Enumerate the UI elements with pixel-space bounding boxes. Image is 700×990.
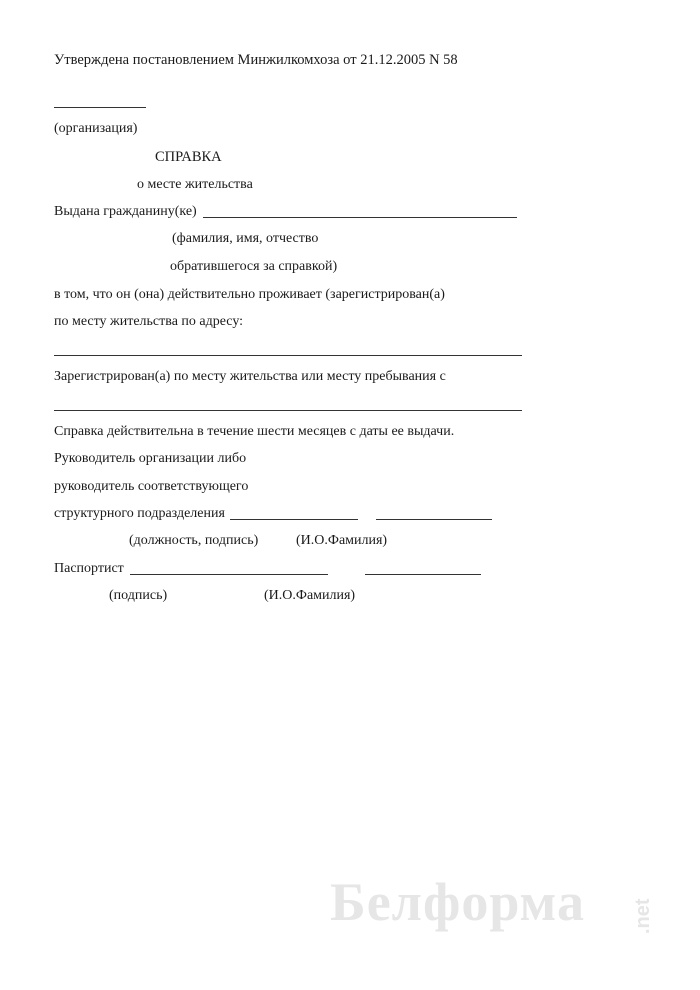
approval-header: Утверждена постановлением Минжилкомхоза от 21.12.2005 N 58 bbox=[54, 52, 458, 68]
residence-text: в том, что он (она) действительно проживает (зарегистрирован(а) bbox=[54, 287, 445, 302]
issued-hint-applicant: обратившегося за справкой) bbox=[170, 259, 338, 274]
manager-line-2: руководитель соответствующего bbox=[54, 479, 249, 494]
registered-line bbox=[54, 410, 522, 411]
watermark-net: .net bbox=[632, 898, 654, 934]
address-line bbox=[54, 355, 522, 356]
document-subtitle: о месте жительства bbox=[137, 177, 253, 192]
passport-label: Паспортист bbox=[54, 561, 124, 576]
manager-hint-position: (должность, подпись) bbox=[129, 533, 259, 548]
registered-text: Зарегистрирован(а) по месту жительства или месту пребывания с bbox=[54, 369, 446, 384]
issued-to-line bbox=[203, 217, 517, 218]
manager-line-1: Руководитель организации либо bbox=[54, 451, 247, 466]
passport-signature-line bbox=[130, 574, 328, 575]
validity-text: Справка действительна в течение шести месяцев с даты ее выдачи. bbox=[54, 424, 455, 439]
manager-line-3: структурного подразделения bbox=[54, 506, 225, 521]
organization-label: (организация) bbox=[54, 121, 138, 136]
document-title: СПРАВКА bbox=[155, 149, 222, 165]
organization-line bbox=[54, 107, 146, 108]
manager-hint-name: (И.О.Фамилия) bbox=[296, 533, 388, 548]
passport-name-line bbox=[365, 574, 481, 575]
issued-hint-name: (фамилия, имя, отчество bbox=[172, 231, 319, 246]
manager-name-line bbox=[376, 519, 492, 520]
issued-to-label: Выдана гражданину(ке) bbox=[54, 204, 197, 219]
address-label: по месту жительства по адресу: bbox=[54, 314, 244, 329]
passport-hint-signature: (подпись) bbox=[109, 588, 168, 603]
manager-signature-line bbox=[230, 519, 358, 520]
passport-hint-name: (И.О.Фамилия) bbox=[264, 588, 356, 603]
watermark-brand: Белформа bbox=[330, 872, 585, 932]
